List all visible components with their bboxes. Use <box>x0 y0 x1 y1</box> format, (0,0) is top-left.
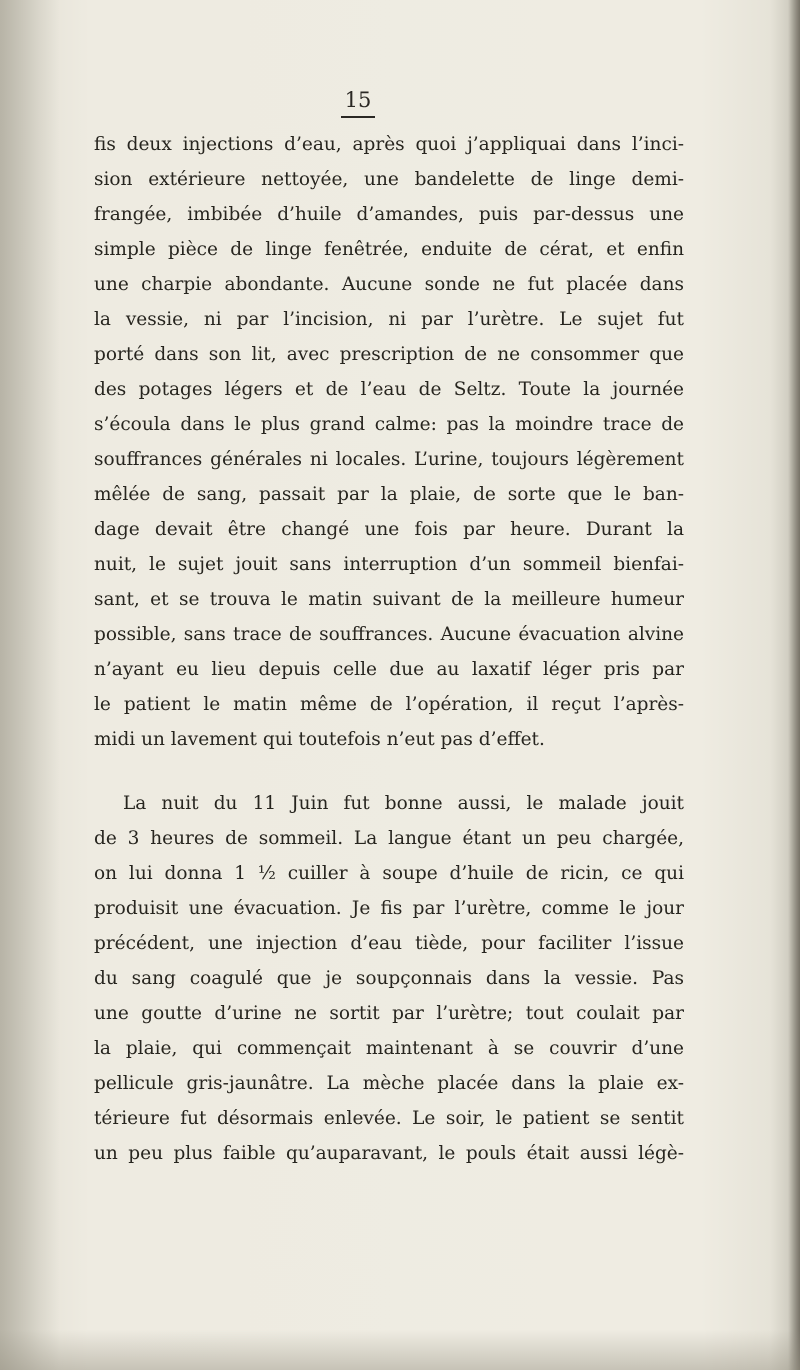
paragraph-1 <box>94 127 684 757</box>
text-line: le patient le matin même de l’opération, il reçut l’après- <box>94 694 684 715</box>
text-line: une charpie abondante. Aucune sonde ne fut placée dans <box>94 274 684 295</box>
text-line: sion extérieure nettoyée, une bandelette de linge demi- <box>94 169 684 190</box>
text-line: un peu plus faible qu’auparavant, le pouls était aussi légè- <box>94 1143 684 1164</box>
text-line: la plaie, qui commençait maintenant à se couvrir d’une <box>94 1038 684 1059</box>
body-text <box>94 127 684 1171</box>
text-line: térieure fut désormais enlevée. Le soir, le patient se sentit <box>94 1108 684 1129</box>
text-line: porté dans son lit, avec prescription de ne consommer que <box>94 344 684 365</box>
text-line: frangée, imbibée d’huile d’amandes, puis par-dessus une <box>94 204 684 225</box>
text-line: simple pièce de linge fenêtrée, enduite de cérat, et enfin <box>94 239 684 260</box>
binding-shadow <box>0 0 60 1370</box>
text-line: sant, et se trouva le matin suivant de la meilleure humeur <box>94 589 684 610</box>
text-line: possible, sans trace de souffrances. Aucune évacuation alvine <box>94 624 684 645</box>
text-line: mêlée de sang, passait par la plaie, de sorte que le ban- <box>94 484 684 505</box>
page-number-underline <box>341 116 375 118</box>
text-line: des potages légers et de l’eau de Seltz. Toute la journée <box>94 379 684 400</box>
text-line: produisit une évacuation. Je fis par l’urètre, comme le jour <box>94 898 684 919</box>
text-line: de 3 heures de sommeil. La langue étant un peu chargée, <box>94 828 684 849</box>
text-line: une goutte d’urine ne sortit par l’urètre; tout coulait par <box>94 1003 684 1024</box>
text-line: nuit, le sujet jouit sans interruption d’un sommeil bienfai- <box>94 554 684 575</box>
text-line: s’écoula dans le plus grand calme: pas la moindre trace de <box>94 414 684 435</box>
page-edge-shadow <box>788 0 800 1370</box>
paragraph-spacer <box>94 757 684 786</box>
bottom-shadow <box>0 1330 800 1370</box>
text-line: souffrances générales ni locales. L’urine, toujours légèrement <box>94 449 684 470</box>
text-line: on lui donna 1 ½ cuiller à soupe d’huile de ricin, ce qui <box>94 863 684 884</box>
text-line: midi un lavement qui toutefois n’eut pas d’effet. <box>94 729 545 750</box>
text-line: la vessie, ni par l’incision, ni par l’urètre. Le sujet fut <box>94 309 684 330</box>
paragraph-2 <box>94 786 684 1171</box>
text-line: du sang coagulé que je soupçonnais dans la vessie. Pas <box>94 968 684 989</box>
text-line: pellicule gris-jaunâtre. La mèche placée dans la plaie ex- <box>94 1073 684 1094</box>
text-line: La nuit du 11 Juin fut bonne aussi, le malade jouit <box>123 793 684 814</box>
text-line: dage devait être changé une fois par heure. Durant la <box>94 519 684 540</box>
text-line: n’ayant eu lieu depuis celle due au laxatif léger pris par <box>94 659 684 680</box>
page-number: 15 <box>344 88 372 112</box>
text-line: précédent, une injection d’eau tiède, pour faciliter l’issue <box>94 933 684 954</box>
text-line: fis deux injections d’eau, après quoi j’appliquai dans l’inci- <box>94 134 684 155</box>
